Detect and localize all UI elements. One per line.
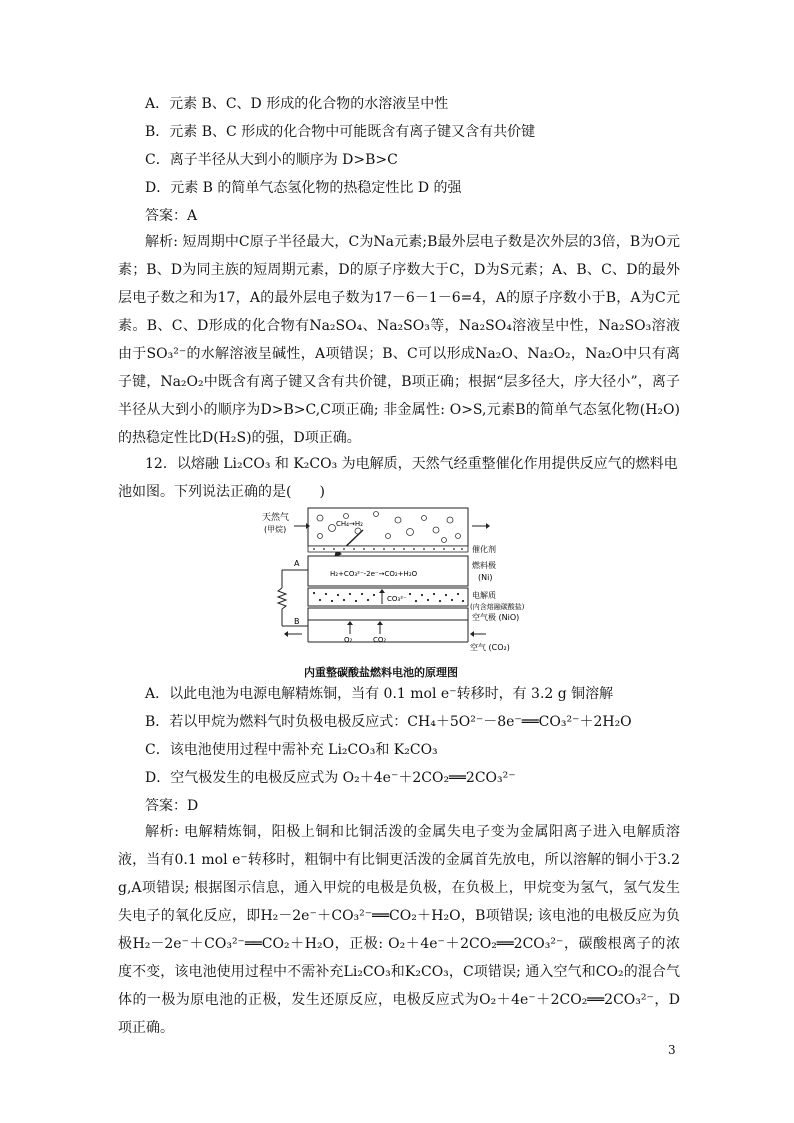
catalyst-label: 催化剂 [472, 545, 496, 554]
q12-answer: 答案：D [145, 798, 199, 814]
q11-analysis: 解析: 短周期中C原子半径最大，C为Na元素;B最外层电子数是次外层的3倍，B为O元素；B、D为同主族的短周期元素，D的原子序数大于C，D为S元素；A、B、C、D的最外层电子数之和为17，A的最外层电子数为17－6－1－6=4，A的原子序数小于B，A为C元素。B、C、D形成的化合物有Na₂SO₄、Na₂SO₃等，Na₂SO₄溶液呈中性，Na₂SO₃溶液由于SO₃²⁻的水解溶液呈碱性，A项错误；B、C可以形成Na₂O、Na₂O₂，Na₂O中只有离子键，Na₂O₂中既含有离子键又含有共价键，B项正确；根据“层多径大，序大径小”，离子半径从大到小的顺序为D>B>C,C项正确; 非金属性: O>S,元素B的简单气态氢化物(H₂O)的热稳定性比D(H₂S)的强，D项正确。 [118, 234, 680, 446]
electrolyte-label: 电解质 [472, 591, 496, 600]
o2-label: O₂ [344, 636, 353, 644]
fuel-cell-diagram [258, 506, 526, 656]
q12-option-a: A．以此电池为电源电解精炼铜，当有 0.1 mol e⁻转移时，有 3.2 g 铜溶解 [145, 686, 614, 702]
q11-option-c: C．离子半径从大到小的顺序为 D>B>C [145, 152, 398, 168]
air-electrode-label: 空气极 (NiO) [472, 613, 520, 622]
q12-analysis: 解析: 电解精炼铜，阳极上铜和比铜活泼的金属失电子变为金属阳离子进入电解质溶液，当有0.1 mol e⁻转移时，粗铜中有比铜更活泼的金属首先放电，所以溶解的铜小于3.2 g,A项错误; 根据图示信息，通入甲烷的电极是负极，在负极上，甲烷变为氢气，氢气发生失电子的氧化反应，即H₂－2e⁻＋CO₃²⁻══CO₂＋H₂O，B项错误; 该电池的电极反应为负极H₂－2e⁻＋CO₃²⁻══CO₂＋H₂O，正极: O₂＋4e⁻＋2CO₂══2CO₃²⁻，碳酸根离子的浓度不变，该电池使用过程中不需补充Li₂CO₃和K₂CO₃，C项错误; 通入空气和CO₂的混合气体的一极为原电池的正极，发生还原反应，电极反应式为O₂＋4e⁻＋2CO₂══2CO₃²⁻，D项正确。 [118, 824, 680, 1036]
q12-option-c: C．该电池使用过程中需补充 Li₂CO₃和 K₂CO₃ [145, 742, 438, 758]
q11-answer: 答案：A [145, 208, 198, 224]
fuel-electrode-sub: (Ni) [478, 573, 493, 582]
fuel-electrode-label: 燃料极 [472, 561, 496, 570]
q11-option-a: A．元素 B、C、D 形成的化合物的水溶液呈中性 [145, 96, 449, 112]
q12-stem: 12．以熔融 Li₂CO₃ 和 K₂CO₃ 为电解质，天然气经重整催化作用提供反应气的燃料电池如图。下列说法正确的是( ) [118, 456, 678, 500]
terminal-b-label: B [294, 617, 300, 626]
air-in-label: 空气 (CO₂) [470, 643, 510, 652]
anode-reaction: H₂+CO₃²⁻-2e⁻→CO₂+H₂O [330, 570, 418, 578]
electrolyte-ion: CO₃²⁻ [387, 595, 407, 603]
gas-in-label: 天然气 [262, 513, 290, 523]
electrolyte-sub: (内含熔融碳酸盐) [470, 603, 525, 611]
page-number: 3 [668, 1043, 676, 1057]
q12-option-d: D．空气极发生的电极反应式为 O₂＋4e⁻＋2CO₂══2CO₃²⁻ [145, 770, 516, 786]
diagram-caption: 内重整碳酸盐燃料电池的原理图 [304, 666, 458, 679]
gas-in-sub: (甲烷) [264, 525, 287, 534]
terminal-a-label: A [294, 559, 300, 568]
reform-label: CH₄→H₂ [336, 520, 363, 528]
q11-option-b: B．元素 B、C 形成的化合物中可能既含有离子键又含有共价键 [145, 124, 536, 140]
q11-option-d: D．元素 B 的简单气态氢化物的热稳定性比 D 的强 [145, 180, 462, 196]
q12-option-b: B．若以甲烷为燃料气时负极电极反应式：CH₄＋5O²⁻－8e⁻══CO₃²⁻＋2H₂O [145, 714, 632, 730]
co2-label: CO₂ [373, 636, 387, 644]
